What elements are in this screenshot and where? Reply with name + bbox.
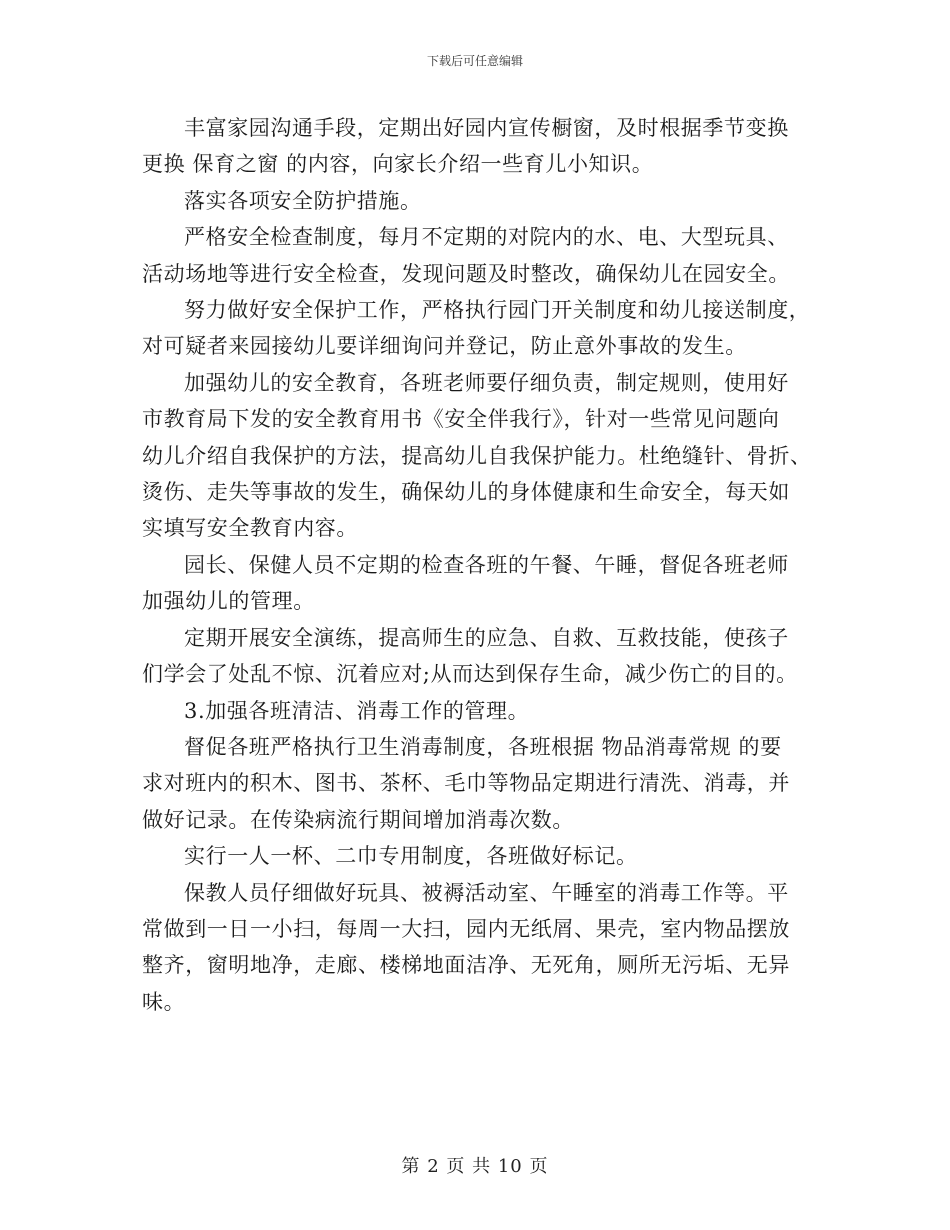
text-line: 定期开展安全演练，提高师生的应急、自救、互救技能，使孩子 [184, 625, 789, 650]
text-line: 实填写安全教育内容。 [142, 516, 358, 541]
paragraph-2 [142, 183, 812, 219]
page-header: 下载后可任意编辑 [426, 54, 523, 68]
text-line: 更换 保育之窗 的内容，向家长介绍一些育儿小知识。 [142, 152, 654, 177]
text-line: 严格安全检查制度，每月不定期的对院内的水、电、大型玩具、 [184, 225, 789, 250]
text-line: 做好记录。在传染病流行期间增加消毒次数。 [142, 807, 574, 832]
text-line: 丰富家园沟通手段，定期出好园内宣传橱窗，及时根据季节变换 [184, 116, 789, 140]
text-line: 幼儿介绍自我保护的方法，提高幼儿自我保护能力。杜绝缝针、骨折、 [142, 443, 812, 468]
text-line: 实行一人一杯、二巾专用制度，各班做好标记。 [184, 844, 638, 869]
text-line: 落实各项安全防护措施。 [184, 188, 422, 213]
text-line: 常做到一日一小扫，每周一大扫，园内无纸屑、果壳，室内物品摆放 [142, 916, 790, 941]
text-line: 烫伤、走失等事故的发生，确保幼儿的身体健康和生命安全，每天如 [142, 480, 790, 505]
text-line: 对可疑者来园接幼儿要详细询问并登记，防止意外事故的发生。 [142, 334, 747, 359]
paragraph-8 [142, 693, 812, 729]
paragraph-7 [142, 620, 812, 693]
document-body [142, 110, 812, 1020]
paragraph-10 [142, 838, 812, 874]
text-line: 整齐，窗明地净，走廊、楼梯地面洁净、无死角，厕所无污垢、无异 [142, 953, 790, 978]
text-line: 加强幼儿的管理。 [142, 589, 315, 614]
text-line: 活动场地等进行安全检查，发现问题及时整改，确保幼儿在园安全。 [142, 261, 790, 286]
paragraph-5 [142, 365, 812, 547]
text-line: 市教育局下发的安全教育用书《安全伴我行》，针对一些常见问题向 [142, 407, 780, 432]
text-line: 保教人员仔细做好玩具、被褥活动室、午睡室的消毒工作等。平 [184, 880, 789, 905]
paragraph-3 [142, 219, 812, 292]
text-line: 求对班内的积木、图书、茶杯、毛巾等物品定期进行清洗、消毒，并 [142, 771, 790, 796]
text-line: 们学会了处乱不惊、沉着应对;从而达到保存生命，减少伤亡的目的。 [142, 662, 798, 687]
text-line: 3.加强各班清洁、消毒工作的管理。 [184, 698, 530, 723]
text-line: 味。 [142, 989, 186, 1014]
paragraph-9 [142, 729, 812, 838]
text-line: 园长、保健人员不定期的检查各班的午餐、午睡，督促各班老师 [184, 552, 789, 577]
text-line: 加强幼儿的安全教育，各班老师要仔细负责，制定规则，使用好 [184, 370, 789, 395]
paragraph-1 [142, 110, 812, 183]
paragraph-6 [142, 547, 812, 620]
text-line: 督促各班严格执行卫生消毒制度，各班根据 物品消毒常规 的要 [184, 734, 782, 759]
page-number-footer: 第 2 页 共 10 页 [401, 1156, 549, 1177]
text-line: 努力做好安全保护工作，严格执行园门开关制度和幼儿接送制度， [184, 298, 811, 323]
paragraph-11 [142, 875, 812, 1021]
paragraph-4 [142, 292, 812, 365]
